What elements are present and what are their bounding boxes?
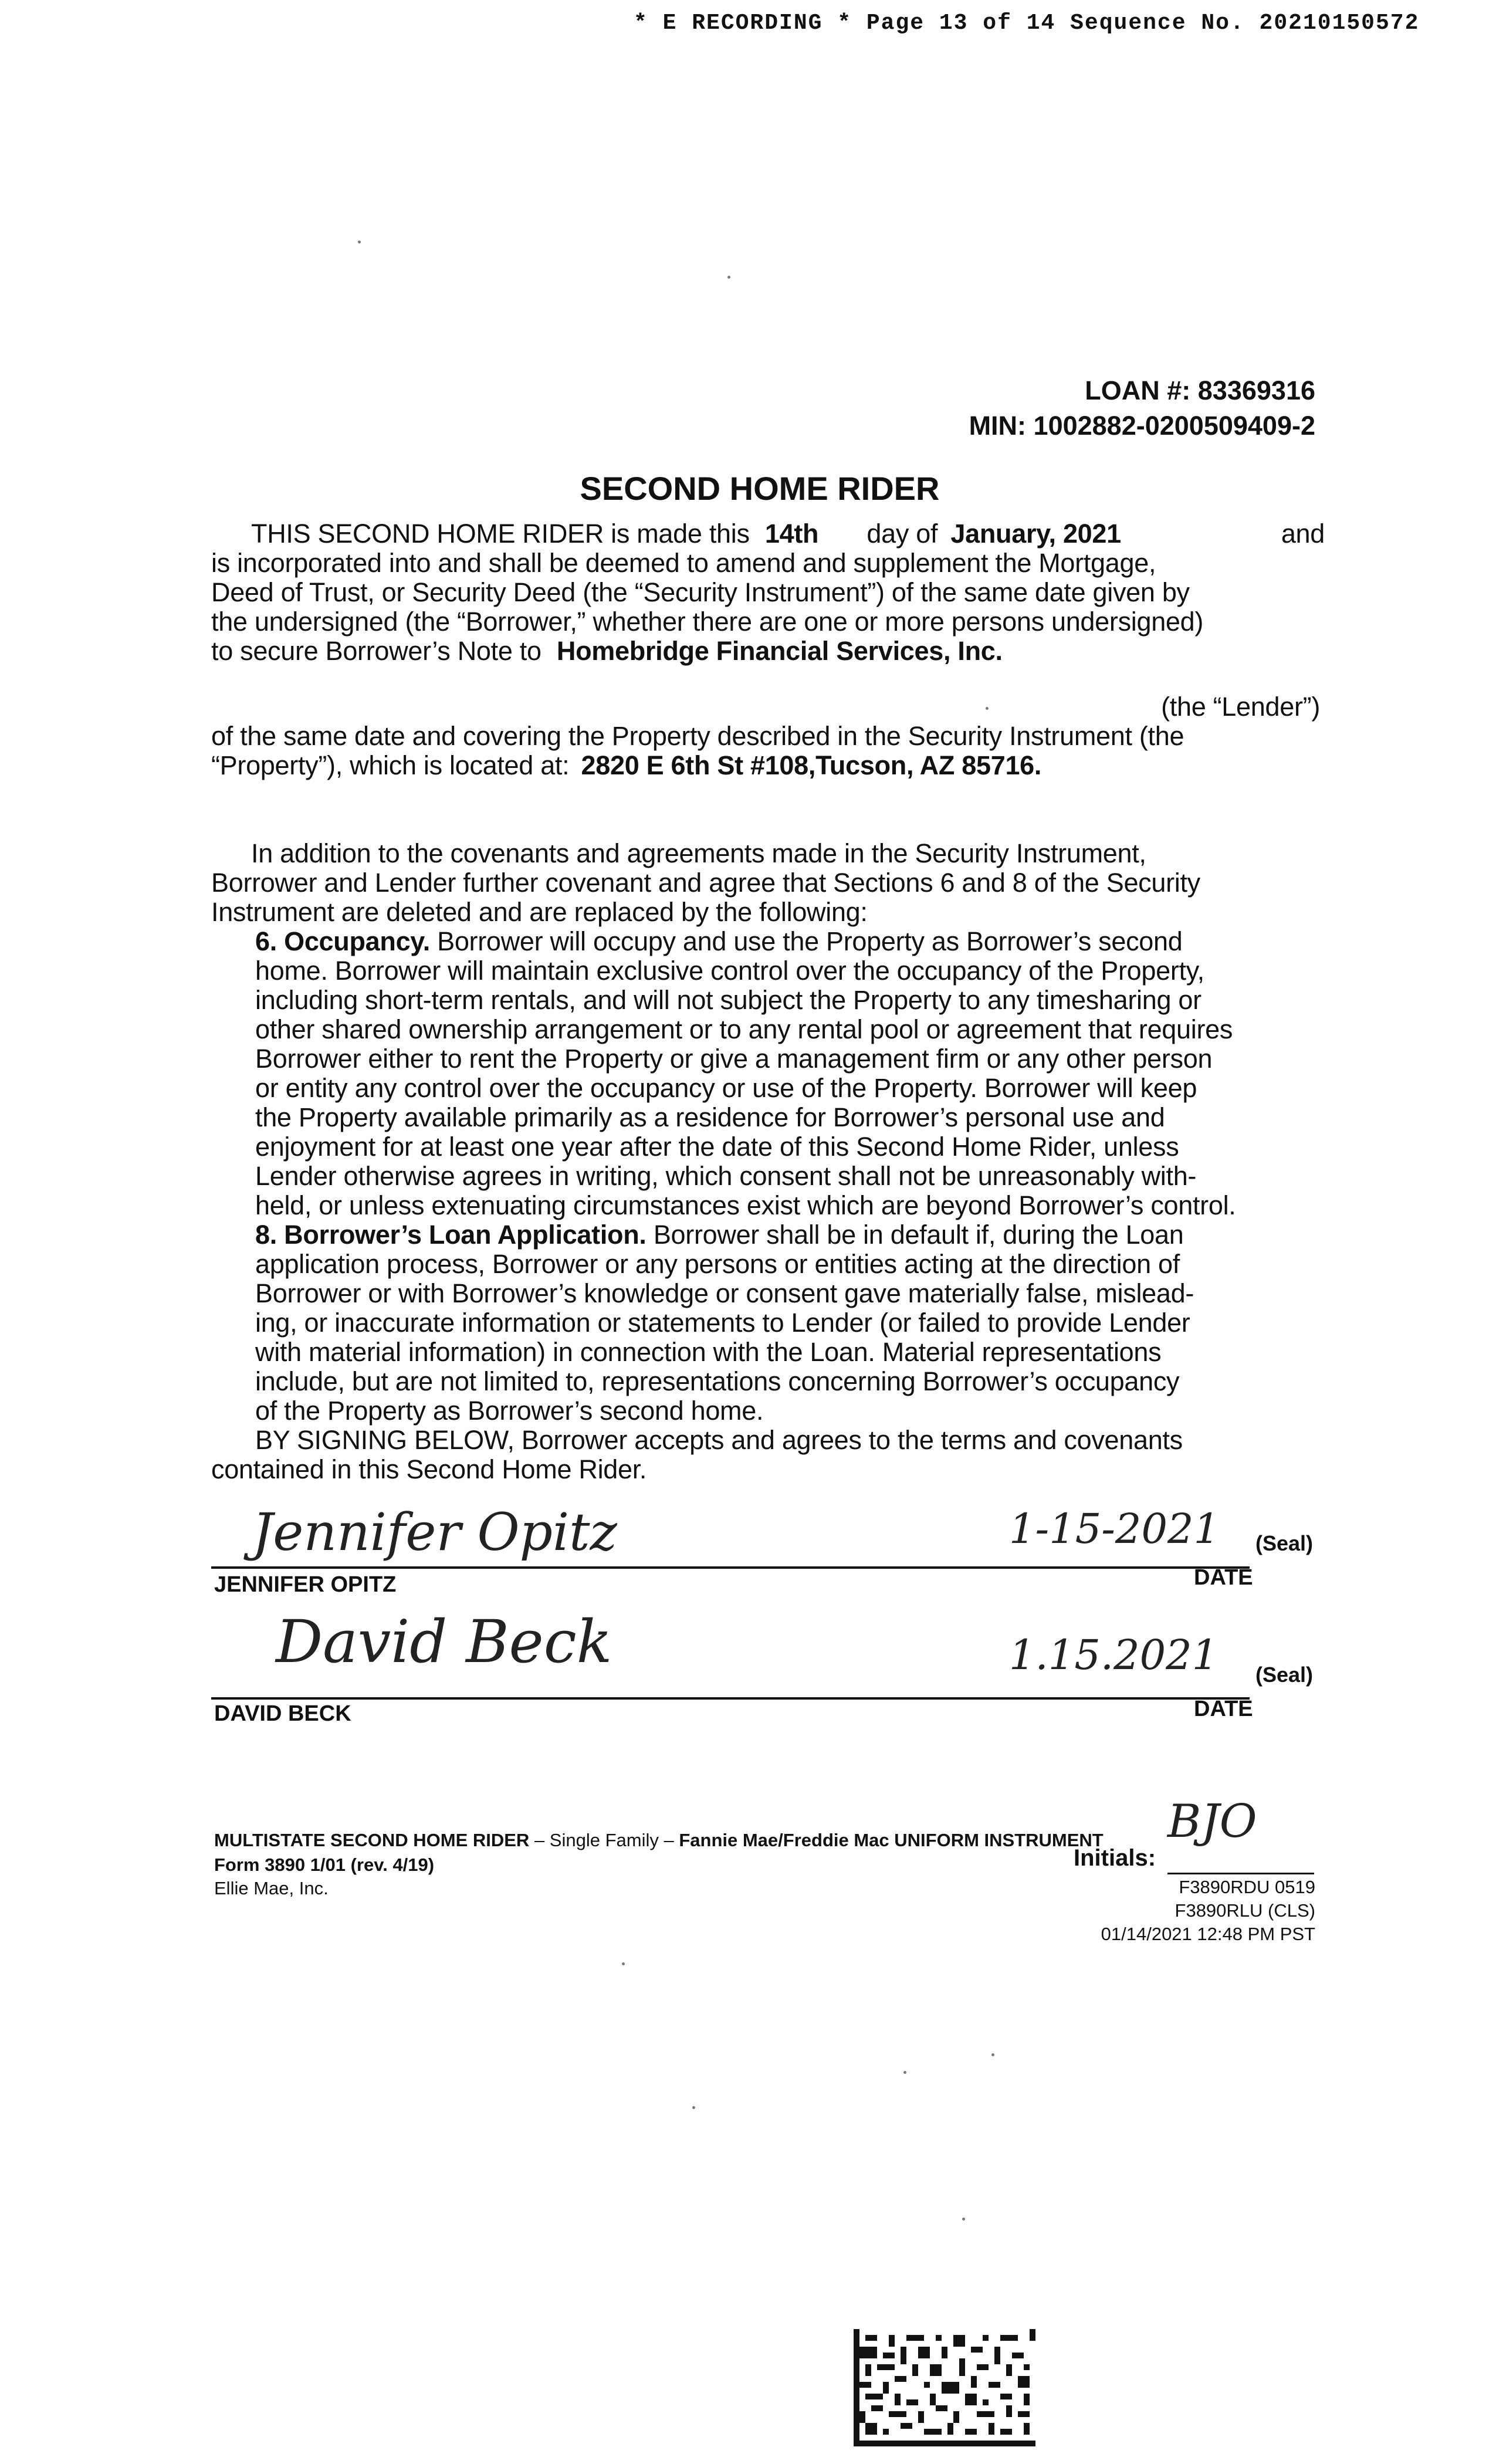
section-6-line	[255, 927, 1320, 956]
section-8-line: application process, Borrower or any persons or entities acting at the direction of	[255, 1249, 1180, 1279]
section-8-line: ing, or inaccurate information or statements to Lender (or failed to provide Lender	[255, 1308, 1190, 1338]
section-6-line: the Property available primarily as a residence for Borrower’s personal use and	[255, 1102, 1165, 1132]
vendor-name: Ellie Mae, Inc.	[214, 1878, 329, 1898]
date-label: DATE	[1194, 1565, 1253, 1590]
date-label: DATE	[1194, 1697, 1253, 1721]
section-6-line: including short-term rentals, and will not subject the Property to any timesharing or	[255, 985, 1201, 1015]
intro-line-1	[251, 519, 1325, 549]
scan-speck	[358, 241, 361, 243]
property-address: 2820 E 6th St #108,Tucson, AZ 85716.	[581, 750, 1042, 780]
signing-statement: contained in this Second Home Rider.	[211, 1454, 647, 1484]
lender-name: Homebridge Financial Services, Inc.	[556, 636, 1003, 666]
section-6-heading: 6. Occupancy.	[255, 926, 430, 956]
section-8-line: of the Property as Borrower’s second home.	[255, 1396, 764, 1426]
scan-speck	[692, 2106, 695, 2109]
print-timestamp: 01/14/2021 12:48 PM PST	[1101, 1924, 1315, 1944]
barcode-icon	[854, 2329, 1035, 2446]
section-8-heading: 8. Borrower’s Loan Application.	[255, 1220, 647, 1250]
intro-text: and	[1281, 519, 1325, 549]
scan-speck	[903, 2071, 906, 2074]
section-6-line: held, or unless extenuating circumstances exist which are beyond Borrower’s control.	[255, 1190, 1236, 1220]
intro-line-5	[211, 637, 1320, 666]
section-8-line: include, but are not limited to, representations concerning Borrower’s occupancy	[255, 1366, 1180, 1396]
intro-line-4: the undersigned (the “Borrower,” whether there are one or more persons undersigned)	[211, 607, 1204, 637]
borrower-1-name: JENNIFER OPITZ	[214, 1572, 397, 1597]
scan-speck	[986, 707, 989, 710]
intro-text: “Property”), which is located at:	[211, 750, 570, 780]
footer-form-name: MULTISTATE SECOND HOME RIDER	[214, 1830, 530, 1850]
section-6-line: Lender otherwise agrees in writing, which consent shall not be unreasonably with-	[255, 1161, 1197, 1191]
scan-speck	[962, 2218, 965, 2221]
covenants-intro-line: Borrower and Lender further covenant and agree that Sections 6 and 8 of the Security	[211, 868, 1200, 898]
intro-line-7	[211, 751, 1320, 780]
scan-speck	[991, 2053, 994, 2056]
form-number: Form 3890 1/01 (rev. 4/19)	[214, 1854, 435, 1875]
recording-header: * E RECORDING * Page 13 of 14 Sequence No. 20210150572	[634, 11, 1420, 36]
section-6-line: home. Borrower will maintain exclusive control over the occupancy of the Property,	[255, 956, 1204, 986]
form-footer-title	[214, 1829, 1176, 1851]
section-6-line: Borrower either to rent the Property or give a management firm or any other person	[255, 1044, 1213, 1074]
section-8-line	[255, 1220, 1320, 1250]
signature-line	[211, 1566, 1250, 1569]
section-6-line: or entity any control over the occupancy or use of the Property. Borrower will keep	[255, 1073, 1197, 1103]
signature-line	[211, 1697, 1250, 1700]
rider-month-year: January, 2021	[950, 519, 1121, 549]
covenants-intro-line: Instrument are deleted and are replaced by the following:	[211, 897, 868, 927]
intro-line-3: Deed of Trust, or Security Deed (the “Security Instrument”) of the same date given by	[211, 577, 1190, 607]
seal-label: (Seal)	[1255, 1531, 1314, 1555]
lender-label: (the “Lender”)	[1161, 692, 1320, 722]
loan-number: LOAN #: 83369316	[1085, 375, 1315, 405]
section-8-line: with material information) in connection with the Loan. Material representations	[255, 1337, 1162, 1367]
intro-text: THIS SECOND HOME RIDER is made this	[251, 519, 750, 549]
form-code: F3890RDU 0519	[1179, 1877, 1315, 1897]
initials-label: Initials:	[1074, 1845, 1156, 1871]
intro-line-2: is incorporated into and shall be deemed to amend and supplement the Mortgage,	[211, 548, 1156, 578]
footer-text: – Single Family –	[529, 1830, 679, 1850]
signing-statement: BY SIGNING BELOW, Borrower accepts and agrees to the terms and covenants	[255, 1425, 1183, 1455]
borrower-2-handwritten-date: 1.15.2021	[1009, 1631, 1219, 1679]
borrower-1-handwritten-date: 1-15-2021	[1009, 1505, 1220, 1553]
borrower-2-name: DAVID BECK	[214, 1701, 351, 1726]
section-6-text: Borrower will occupy and use the Property as Borrower’s second	[437, 926, 1183, 956]
section-8-text: Borrower shall be in default if, during the Loan	[653, 1220, 1184, 1250]
form-code: F3890RLU (CLS)	[1175, 1900, 1315, 1921]
initials-line	[1167, 1873, 1314, 1874]
borrower-1-signature: Jennifer Opitz	[252, 1502, 617, 1562]
document-title: SECOND HOME RIDER	[580, 470, 940, 507]
borrower-2-signature: David Beck	[276, 1607, 612, 1676]
section-8-line: Borrower or with Borrower’s knowledge or consent gave materially false, mislead-	[255, 1278, 1194, 1308]
scan-speck	[622, 1962, 625, 1965]
min-number: MIN: 1002882-0200509409-2	[969, 411, 1315, 441]
initials-mark: BJO	[1167, 1795, 1257, 1848]
covenants-intro-line: In addition to the covenants and agreements made in the Security Instrument,	[251, 838, 1146, 868]
seal-label: (Seal)	[1255, 1663, 1314, 1687]
rider-day: 14th	[764, 519, 819, 549]
section-6-line: other shared ownership arrangement or to any rental pool or agreement that requires	[255, 1014, 1233, 1044]
section-6-line: enjoyment for at least one year after the date of this Second Home Rider, unless	[255, 1132, 1179, 1162]
intro-text: to secure Borrower’s Note to	[211, 636, 541, 666]
intro-text: day of	[867, 519, 938, 549]
intro-line-6: of the same date and covering the Property described in the Security Instrument (the	[211, 721, 1184, 751]
scan-speck	[727, 276, 730, 279]
footer-instrument: Fannie Mae/Freddie Mac UNIFORM INSTRUMENT	[679, 1830, 1104, 1850]
